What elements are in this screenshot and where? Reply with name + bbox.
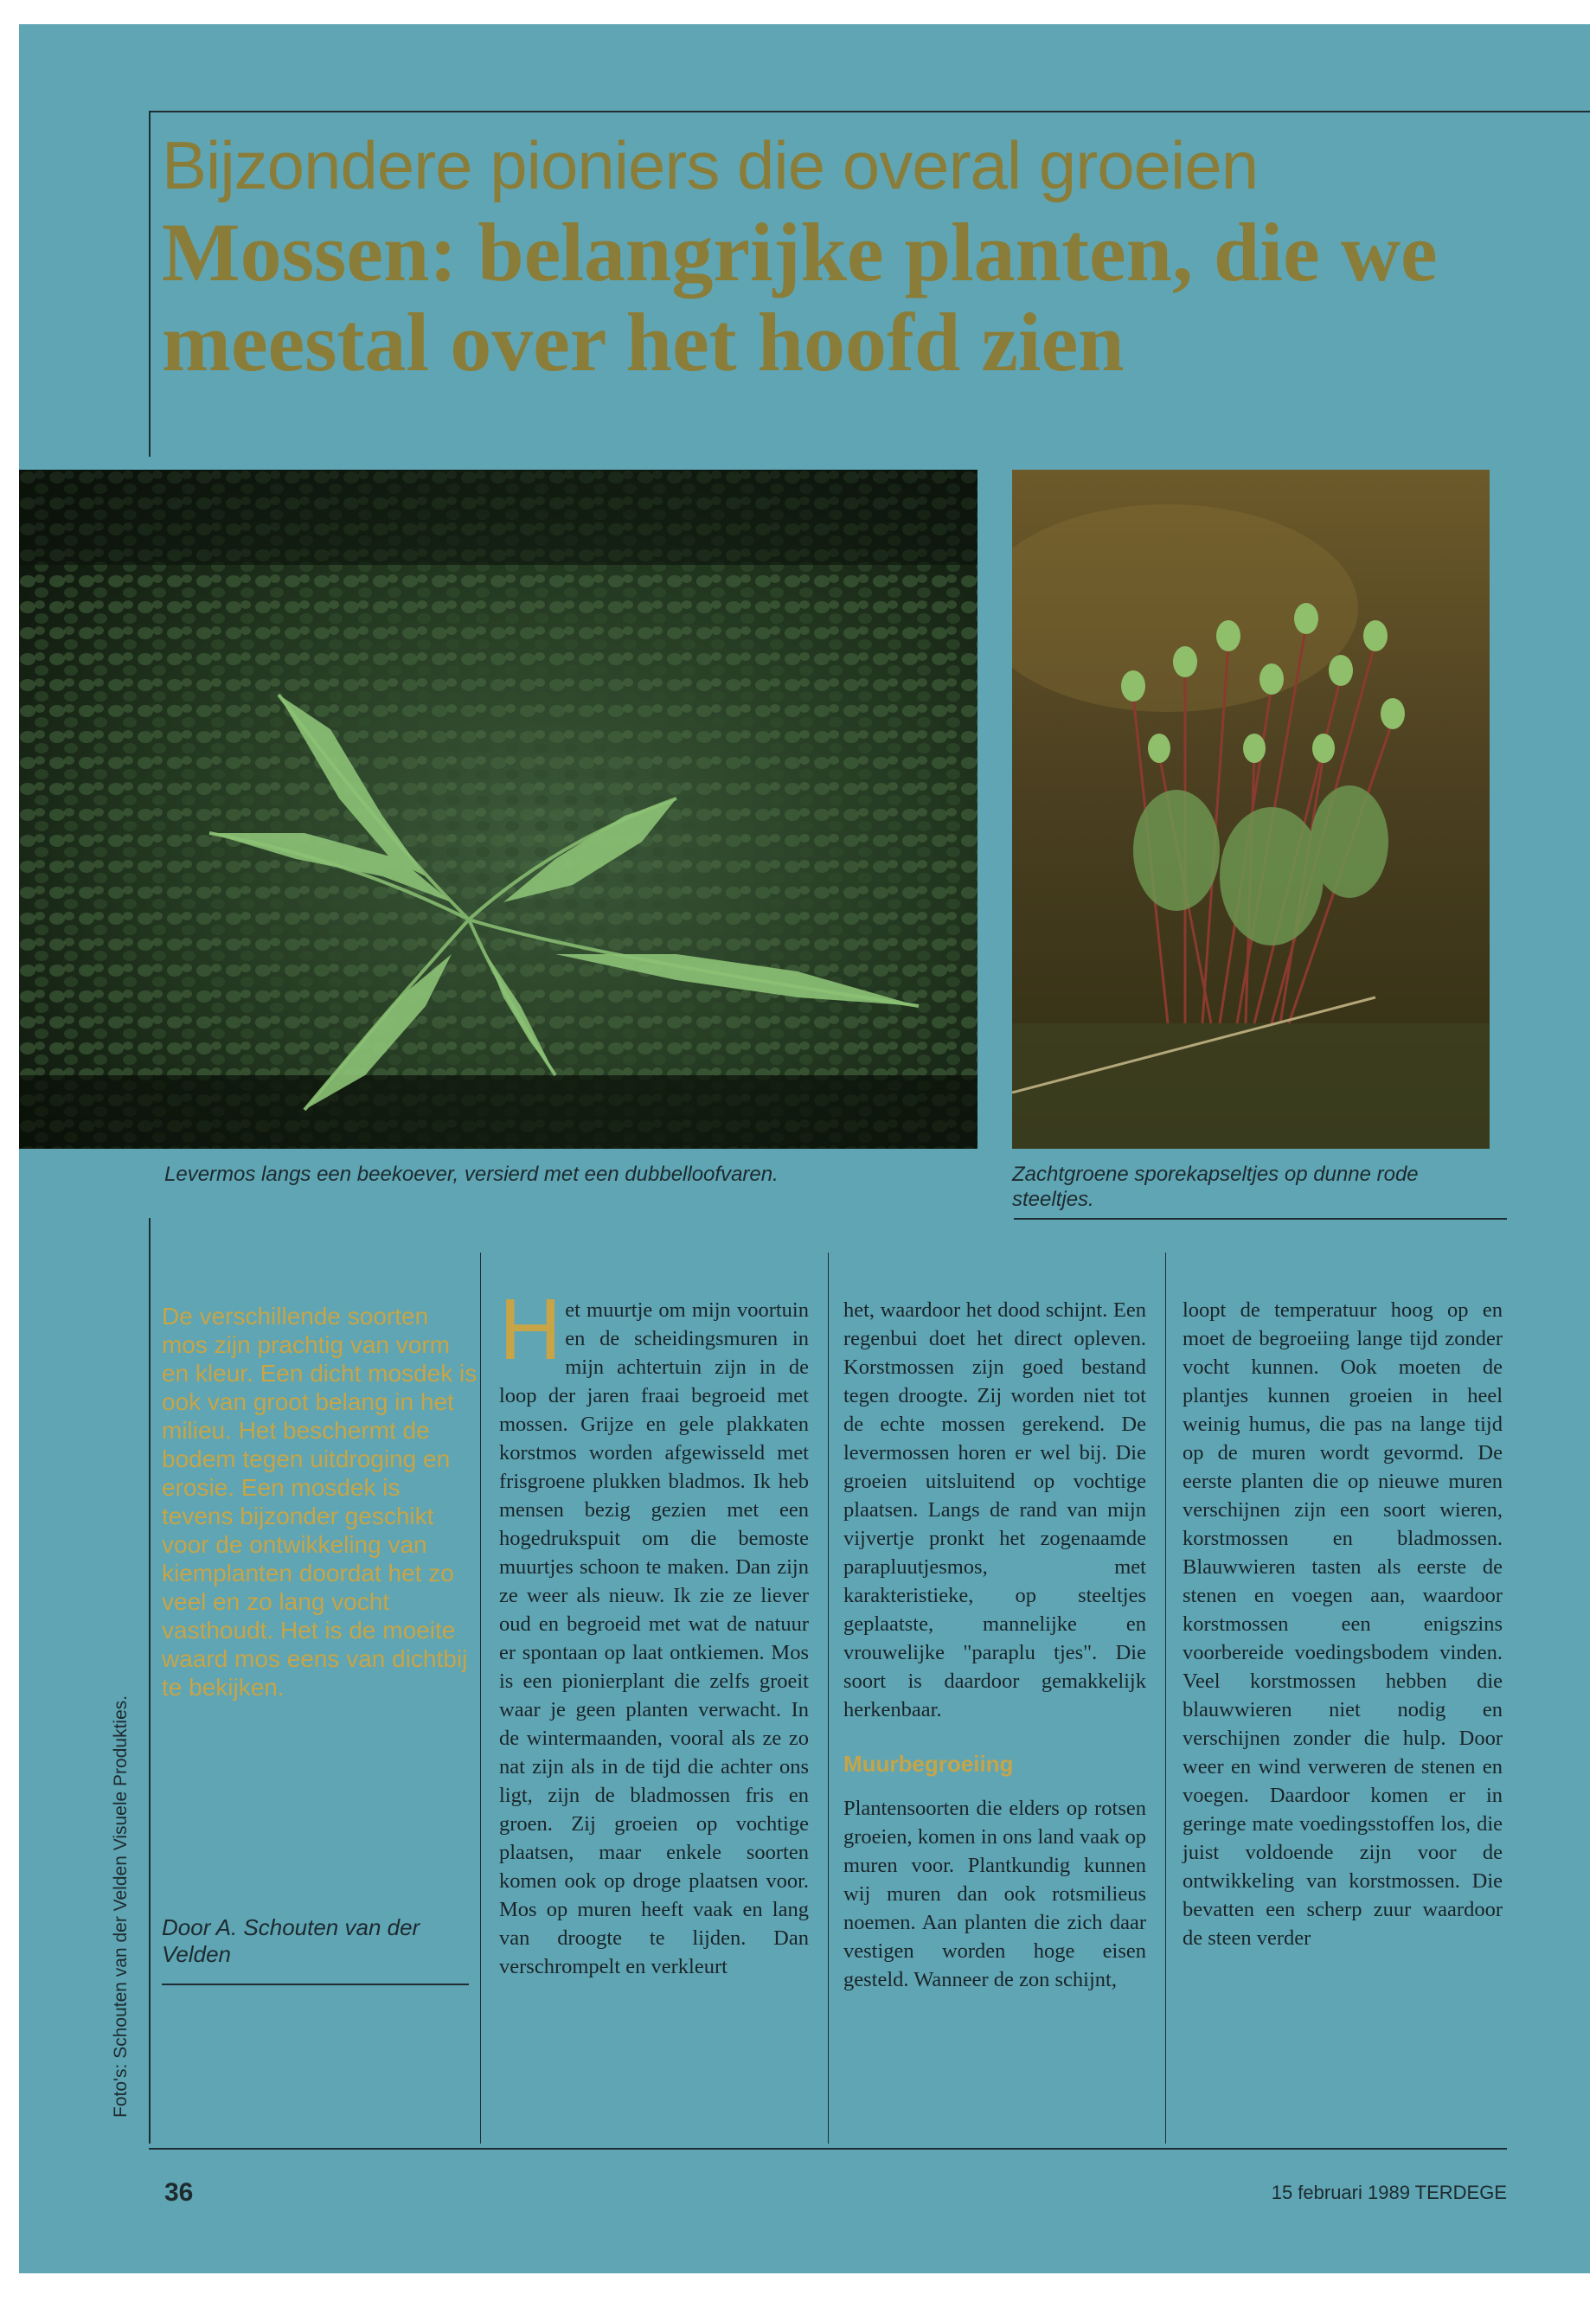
column-divider-1 bbox=[480, 1253, 481, 2144]
page-number: 36 bbox=[164, 2178, 194, 2207]
body-text-1: et muurtje om mijn voortuin en de scheidingsmuren in mijn achtertuin zijn in de loop der jaren fraai begroeid met mossen. Grijze en gele plakkaten korstmos worden afgewisseld met frisgroene plukken bladmos. Ik heb mensen bezig gezien met een hogedrukspuit om die bemoste muurtjes schoon te maken. Dan zijn ze weer als nieuw. Ik zie ze liever oud en begroeid met wat de natuur er spontaan op laat ontkiemen. Mos is een pionierplant die zelfs groeit waar je geen planten verwacht. In de wintermaanden, vooral als ze zo nat zijn als in de tijd die achter ons ligt, zijn de bladmossen fris en groen. Zij groeien op vochtige plaatsen, maar enkele soorten komen ook op droge plaatsen voor. Mos op muren heeft vaak en lang van droogte te lijden. Dan verschrompelt en verkleurt bbox=[499, 1298, 809, 1978]
top-rule bbox=[149, 111, 1590, 112]
body-column-2 bbox=[843, 1296, 1146, 1994]
kicker: Bijzondere pioniers die overal groeien bbox=[162, 127, 1259, 203]
photo-caption-moss: Zachtgroene sporekapseltjes op dunne rode steeltjes. bbox=[1012, 1163, 1419, 1211]
footer-rule bbox=[149, 2148, 1507, 2150]
body-column-3 bbox=[1183, 1296, 1503, 1952]
liverwort-fern-photo bbox=[19, 470, 977, 1149]
issue-date: 15 februari 1989 TERDEGE bbox=[1271, 2182, 1507, 2203]
photo-credit: Foto's: Schouten van der Velden Visuele Produkties. bbox=[111, 1695, 131, 2118]
column-divider-3 bbox=[1165, 1253, 1166, 2144]
body-text-2a: het, waardoor het dood schijnt. Een regenbui doet het direct opleven. Korstmossen zijn goed bestand tegen droogte. Zij worden niet tot de echte mossen gerekend. De levermossen horen er wel bij. Die groeien uitsluitend op vochtige plaatsen. Langs de rand van mijn vijvertje pronkt het zogenaamde parapluutjesmos, met karakteristieke, op steeltjes geplaatste, mannelijke en vrouwelijke "paraplu tjes". Die soort is daardoor gemakkelijk herkenbaar. bbox=[843, 1298, 1146, 1721]
intro-lead: De verschillende soorten mos zijn prachtig van vorm en kleur. Een dicht mosdek is ook van groot belang in het milieu. Het beschermt de bodem tegen uitdroging en erosie. Een mosdek is tevens bijzonder geschikt voor de ontwikkeling van kiemplanten doordat het zo veel en zo lang vocht vasthoudt. Het is de moeite waard mos eens van dichtbij te bekijken. bbox=[162, 1303, 478, 1701]
byline-rule bbox=[162, 1984, 469, 1985]
caption-rule bbox=[1014, 1218, 1507, 1220]
photo-caption-liverwort: Levermos langs een beekoever, versierd met een dubbelloofvaren. bbox=[164, 1163, 779, 1186]
byline: Door A. Schouten van der Velden bbox=[162, 1914, 420, 1967]
magazine-page bbox=[19, 24, 1590, 2273]
body-text-3: loopt de temperatuur hoog op en moet de begroeiing lange tijd zonder vocht kunnen. Ook moeten de plantjes kunnen groeien in heel weinig humus, die pas na lange tijd op de muren wordt gevormd. De eerste planten die op nieuwe muren verschijnen zijn een soort wieren, korstmossen en bladmossen. Blauwwieren tasten als eerste de stenen en voegen aan, waardoor korstmossen een enigszins voorbereide voedingsbodem vinden. Veel korstmossen hebben die blauwwieren niet nodig en verschijnen zonder die hulp. Door weer en wind verweren de stenen en voegen. Daardoor komen er in geringe mate voedingsstoffen los, die juist voldoende zijn voor de ontwikkeling van korstmossen. Die bevatten een scherp zuur waardoor de steen verder bbox=[1183, 1298, 1503, 1950]
header-left-rule bbox=[149, 111, 151, 457]
body-text-2b: Plantensoorten die elders op rotsen groeien, komen in ons land vaak op muren voor. Plantkundig kunnen wij muren dan ook rotsmilieus noemen. Aan planten die zich daar vestigen worden hoge eisen gesteld. Wanneer de zon schijnt, bbox=[843, 1797, 1146, 1991]
column-divider-2 bbox=[828, 1253, 829, 2144]
left-column-rule bbox=[149, 1218, 151, 2144]
moss-sporecapsules-photo bbox=[1012, 470, 1490, 1149]
body-column-1 bbox=[499, 1281, 809, 1981]
section-subhead: Muurbegroeiing bbox=[843, 1751, 1014, 1777]
drop-cap: H bbox=[499, 1281, 562, 1378]
page-title: Mossen: belangrijke planten, die we meestal over het hoofd zien bbox=[162, 206, 1438, 388]
